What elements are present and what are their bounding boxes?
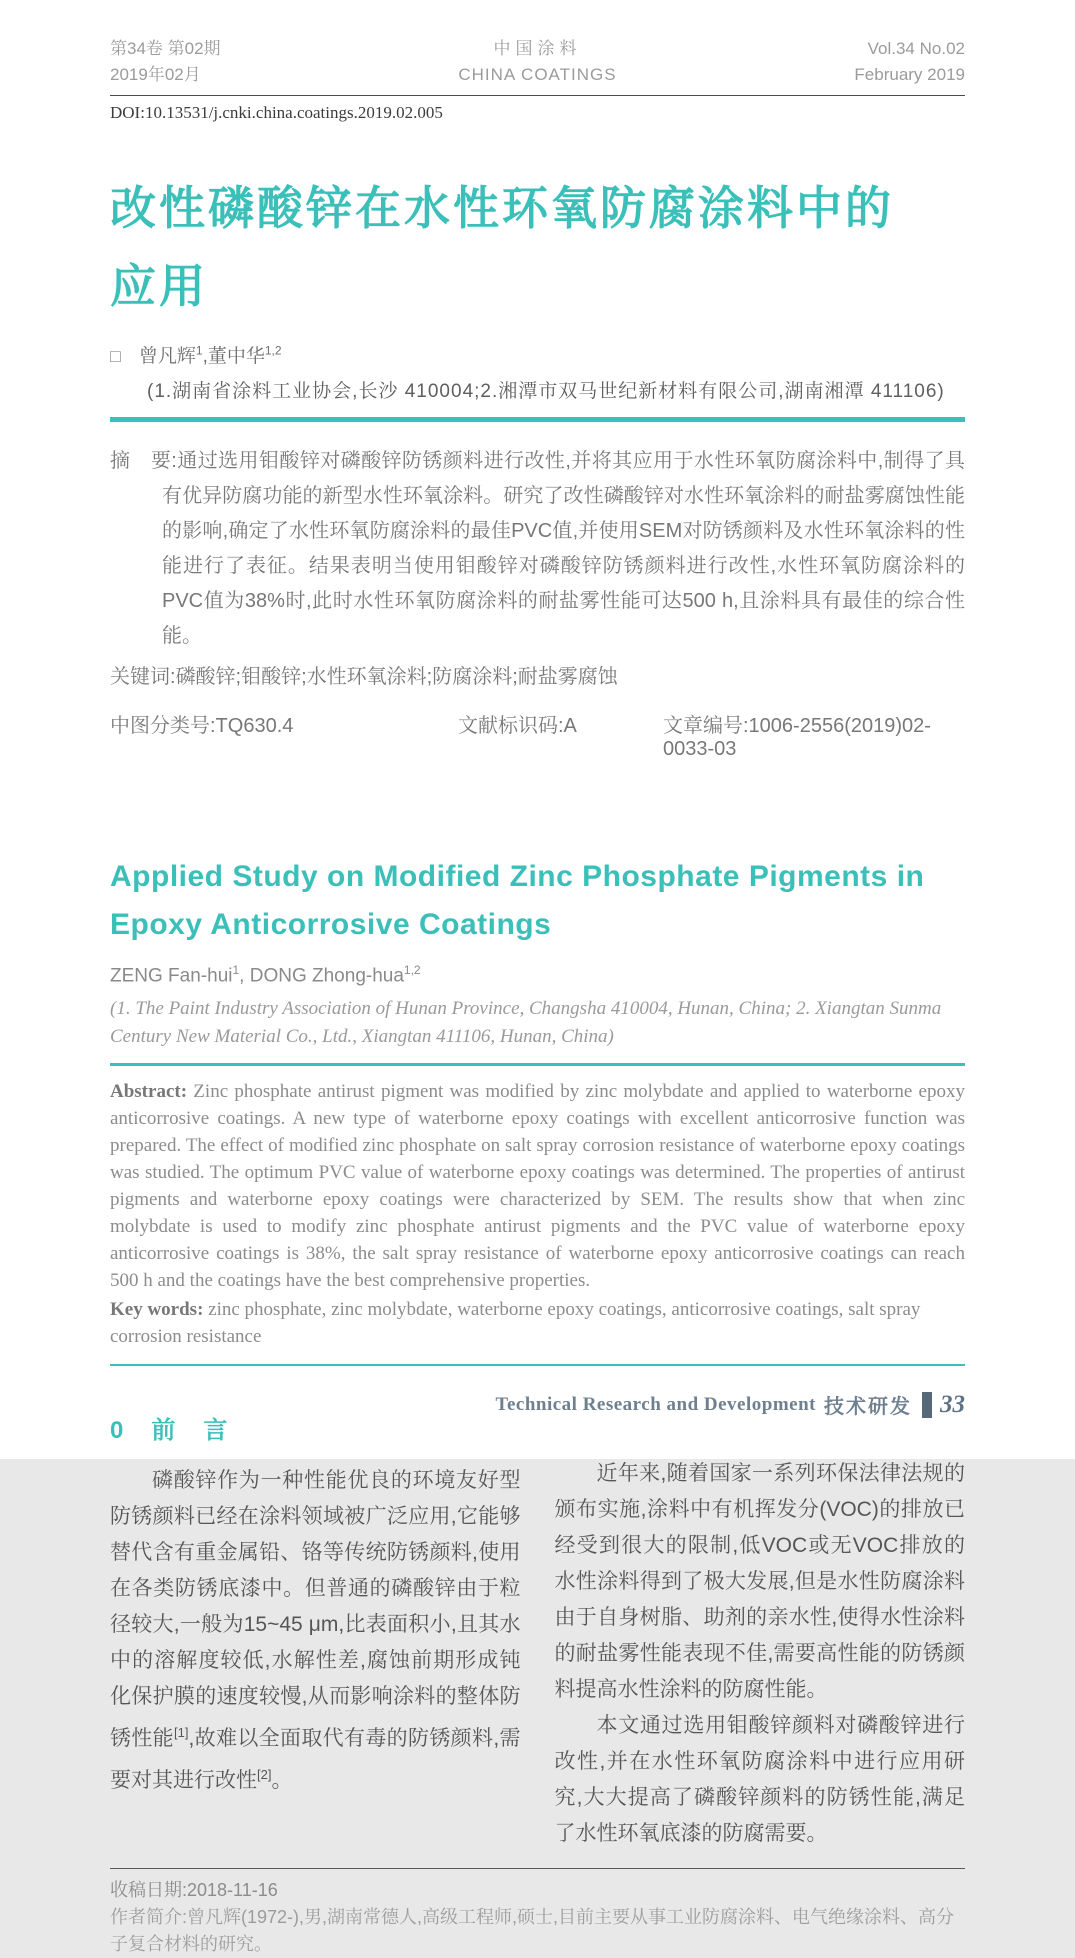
footer-section-en: Technical Research and Development bbox=[495, 1393, 816, 1415]
keywords-en bbox=[110, 1296, 965, 1350]
intro-left-text-2: ,故难以全面取代有毒的防锈颜料,需要对其进行改性 bbox=[110, 1727, 521, 1793]
abstract-en-text: Zinc phosphate antirust pigment was modified by zinc molybdate and applied to waterborne epoxy anticorrosive coatings. A new type of waterborne epoxy coatings with excellent anticorrosive function was prepared. The effect of modified zinc phosphate on salt spray corrosion resistance of waterborne epoxy coatings was studied. The optimum PVC value of waterborne epoxy coatings was determined. The properties of antirust pigments and waterborne epoxy coatings were characterized by SEM. The results show that when zinc molybdate is used to modify zinc phosphate antirust pigments and the PVC value of waterborne epoxy anticorrosive coatings is 38%, the salt spray resistance of waterborne epoxy anticorrosive coatings can reach 500 h and the coatings have the best comprehensive properties. bbox=[110, 1081, 965, 1292]
journal-header bbox=[110, 36, 965, 88]
keywords-en-label: Key words: bbox=[110, 1299, 204, 1321]
document-code: 文献标识码:A bbox=[458, 715, 577, 737]
author-en-2: DONG Zhong-hua bbox=[249, 965, 404, 987]
date-cn: 2019年02月 bbox=[110, 65, 201, 84]
date-en: February 2019 bbox=[854, 65, 965, 84]
teal-divider-thick bbox=[110, 417, 965, 422]
footer-bar-icon bbox=[922, 1392, 932, 1418]
keywords-cn-label: 关键词: bbox=[110, 666, 176, 688]
abstract-en bbox=[110, 1078, 965, 1294]
header-center bbox=[458, 36, 616, 88]
author-en-1: ZENG Fan-hui bbox=[110, 965, 233, 987]
header-right bbox=[854, 36, 965, 88]
teal-divider-thin bbox=[110, 1364, 965, 1366]
author-bio: 作者简介:曾凡辉(1972-),男,湖南常德人,高级工程师,硕士,目前主要从事工业防腐涂料、电气绝缘涂料、高分子复合材料的研究。 bbox=[110, 1907, 955, 1955]
intro-left-text-1: 磷酸锌作为一种性能优良的环境友好型防锈颜料已经在涂料领域被广泛应用,它能够替代含有重金属铅、铬等传统防锈颜料,使用在各类防锈底漆中。但普通的磷酸锌由于粒径较大,一般为15~45 μm,比表面积小,且其水中的溶解度较低,水解性差,腐蚀前期形成钝化保护膜的速度较慢,从而影响涂料的整体防锈性能 bbox=[110, 1469, 521, 1751]
body-columns bbox=[110, 1410, 965, 1852]
abstract-cn bbox=[110, 444, 965, 654]
journal-name-en: CHINA COATINGS bbox=[458, 65, 617, 84]
header-divider bbox=[110, 95, 965, 96]
footer-section-cn: 技术研发 bbox=[824, 1396, 912, 1418]
author-cn-2: 董中华 bbox=[207, 346, 265, 367]
article-id: 文章编号:1006-2556(2019)02-0033-03 bbox=[663, 715, 931, 760]
header-left bbox=[110, 36, 221, 88]
author-marker-icon: □ bbox=[110, 346, 121, 366]
affiliation-en: (1. The Paint Industry Association of Hunan Province, Changsha 410004, Hunan, China; 2. Xiangtan Sunma Century New Material Co., Ltd., Xiangtan 411106, Hunan, China) bbox=[110, 998, 942, 1048]
author-en-1-sup: 1 bbox=[232, 963, 240, 977]
author-cn-1-sup: 1 bbox=[195, 343, 203, 358]
authors-cn bbox=[110, 341, 965, 368]
citation-ref-2: [2] bbox=[257, 1767, 272, 1783]
keywords-en-text: zinc phosphate, zinc molybdate, waterborne epoxy coatings, anticorrosive coatings, salt spray corrosion resistance bbox=[110, 1299, 921, 1348]
received-date: 收稿日期:2018-11-16 bbox=[110, 1880, 278, 1901]
abstract-en-label: Abstract: bbox=[110, 1081, 188, 1103]
intro-paragraph-right-2: 本文通过选用钼酸锌颜料对磷酸锌进行改性,并在水性环氧防腐涂料中进行应用研究,大大提高了磷酸锌颜料的防锈性能,满足了水性环氧底漆的防腐需要。 bbox=[554, 1714, 965, 1846]
volume-issue-en: Vol.34 No.02 bbox=[867, 39, 965, 58]
footnote-divider bbox=[110, 1868, 965, 1869]
author-en-2-sup: 1,2 bbox=[403, 963, 421, 977]
author-cn-1: 曾凡辉 bbox=[138, 346, 196, 367]
author-cn-2-sup: 1,2 bbox=[264, 343, 282, 358]
authors-en bbox=[110, 963, 965, 987]
left-column bbox=[110, 1410, 521, 1852]
page-footer bbox=[496, 1390, 965, 1419]
footnote-block bbox=[110, 1877, 965, 1958]
doi: DOI:10.13531/j.cnki.china.coatings.2019.02.005 bbox=[110, 103, 443, 122]
keywords-cn bbox=[110, 660, 965, 695]
page-number: 33 bbox=[940, 1390, 965, 1418]
article-title-en: Applied Study on Modified Zinc Phosphate Pigments in Epoxy Anticorrosive Coatings bbox=[110, 860, 925, 941]
affiliation-cn: (1.湖南省涂料工业协会,长沙 410004;2.湘潭市双马世纪新材料有限公司,湖南湘潭 411106) bbox=[147, 381, 945, 402]
intro-paragraph-right-1: 近年来,随着国家一系列环保法律法规的颁布实施,涂料中有机挥发分(VOC)的排放已经受到很大的限制,低VOC或无VOC排放的水性涂料得到了极大发展,但是水性防腐涂料由于自身树脂、助剂的亲水性,使得水性涂料的耐盐雾性能表现不佳,需要高性能的防锈颜料提高水性涂料的防腐性能。 bbox=[554, 1462, 965, 1702]
abstract-cn-label: 摘 要: bbox=[110, 450, 177, 472]
teal-divider-medium bbox=[110, 1063, 965, 1066]
section-heading-intro: 0 前 言 bbox=[110, 1417, 230, 1445]
classification-row bbox=[110, 709, 965, 761]
intro-left-text-3: 。 bbox=[271, 1769, 293, 1793]
author-en-separator: , bbox=[239, 965, 250, 987]
intro-paragraph-left bbox=[110, 1463, 521, 1799]
keywords-cn-text: 磷酸锌;钼酸锌;水性环氧涂料;防腐涂料;耐盐雾腐蚀 bbox=[175, 666, 618, 688]
citation-ref-1: [1] bbox=[174, 1725, 189, 1741]
abstract-cn-text: 通过选用钼酸锌对磷酸锌防锈颜料进行改性,并将其应用于水性环氧防腐涂料中,制得了具有优异防腐功能的新型水性环氧涂料。研究了改性磷酸锌对水性环氧涂料的耐盐雾腐蚀性能的影响,确定了水性环氧防腐涂料的最佳PVC值,并使用SEM对防锈颜料及水性环氧涂料的性能进行了表征。结果表明当使用钼酸锌对磷酸锌防锈颜料进行改性,水性环氧防腐涂料的PVC值为38%时,此时水性环氧防腐涂料的耐盐雾性能可达500 h,且涂料具有最佳的综合性能。 bbox=[162, 450, 965, 647]
article-title-cn: 改性磷酸锌在水性环氧防腐涂料中的应用 bbox=[110, 182, 894, 312]
clc-number: 中图分类号:TQ630.4 bbox=[110, 715, 294, 737]
right-column bbox=[555, 1410, 966, 1852]
author-separator: , bbox=[202, 346, 208, 367]
volume-issue-cn: 第34卷 第02期 bbox=[110, 39, 221, 58]
journal-name-cn: 中国涂料 bbox=[493, 39, 582, 58]
